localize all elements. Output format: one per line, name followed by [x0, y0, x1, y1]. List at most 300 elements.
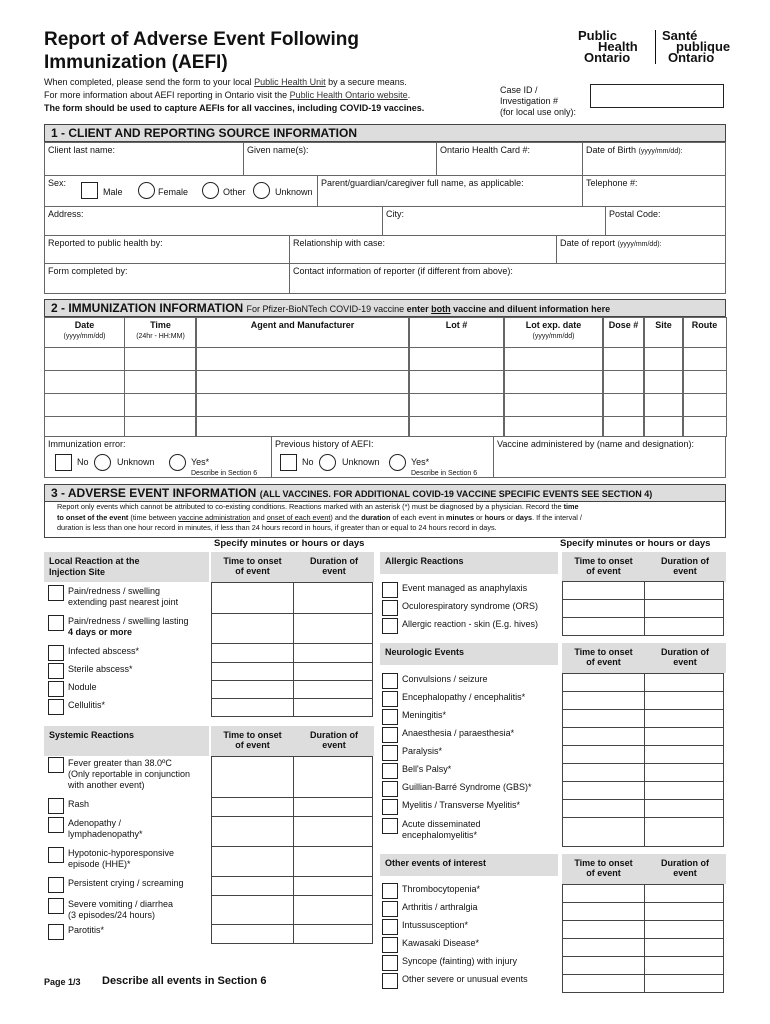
- adverse-right-column: [380, 552, 726, 992]
- administered-by-label: Vaccine administered by (name and designation):: [497, 439, 694, 449]
- sex-female-radio[interactable]: [138, 182, 155, 199]
- imm-cell[interactable]: [195, 347, 410, 371]
- imm-col-header: [195, 317, 410, 348]
- title-line-2: Immunization (AEFI): [44, 52, 228, 73]
- event-checkbox[interactable]: [382, 883, 398, 899]
- other-time-duration[interactable]: [644, 956, 724, 975]
- immunization-table: [44, 317, 726, 437]
- telephone-field[interactable]: [582, 175, 726, 207]
- imm-col-lot_exp: Lot exp. date: [525, 320, 582, 330]
- imm-error-no-label: No: [77, 457, 89, 467]
- logo-en-1: Public: [578, 28, 618, 43]
- public-health-unit-link[interactable]: Public Health Unit: [254, 77, 326, 87]
- footer-describe: Describe all events in Section 6: [102, 975, 267, 987]
- event-label: Bell's Palsy*: [402, 764, 452, 774]
- event-label-line: Adenopathy /: [68, 818, 122, 828]
- systemic-time-duration[interactable]: [293, 797, 373, 817]
- specify-left: Specify minutes or hours or days: [214, 538, 365, 549]
- client-last-name-field[interactable]: [44, 142, 244, 176]
- event-checkbox[interactable]: [48, 681, 64, 697]
- other-onset-header: [562, 854, 645, 884]
- systemic-time-onset[interactable]: [211, 846, 294, 877]
- address-field[interactable]: [44, 206, 383, 236]
- imm-cell[interactable]: [44, 370, 125, 394]
- neuro-time-duration[interactable]: [644, 817, 724, 847]
- imm-cell[interactable]: [408, 370, 505, 394]
- section-1-title: 1 - CLIENT AND REPORTING SOURCE INFORMATION: [51, 126, 357, 140]
- neuro-time-duration[interactable]: [644, 727, 724, 746]
- intro-text: [44, 76, 484, 115]
- event-checkbox[interactable]: [48, 615, 64, 631]
- imm-cell[interactable]: [124, 416, 197, 437]
- event-label: [68, 899, 173, 921]
- relationship-field[interactable]: [289, 235, 557, 264]
- event-checkbox[interactable]: [382, 919, 398, 935]
- dob-label: Date of Birth: [586, 145, 637, 155]
- systemic-time-duration[interactable]: [293, 756, 373, 798]
- other-time-onset[interactable]: [562, 920, 645, 939]
- postal-code-field[interactable]: [605, 206, 726, 236]
- other-time-onset[interactable]: [562, 902, 645, 921]
- event-label: Intussusception*: [402, 920, 469, 930]
- intro-line-1: When completed, please send the form to your local: [44, 77, 255, 87]
- neuro-onset-header-l2: of event: [586, 657, 621, 667]
- allergic-time-duration[interactable]: [644, 581, 724, 600]
- systemic-time-onset[interactable]: [211, 797, 294, 817]
- imm-error-unknown-radio[interactable]: [94, 454, 111, 471]
- imm-cell[interactable]: [124, 370, 197, 394]
- imm-cell[interactable]: [682, 370, 727, 394]
- neuro-time-duration[interactable]: [644, 709, 724, 728]
- event-label-line: Severe vomiting / diarrhea: [68, 899, 174, 909]
- event-label: [68, 878, 184, 889]
- event-checkbox[interactable]: [382, 673, 398, 689]
- local-time-onset[interactable]: [211, 662, 294, 681]
- local-duration-header-l2: event: [322, 566, 346, 576]
- event-label-line: Cellulitis*: [68, 700, 106, 710]
- event-checkbox[interactable]: [382, 781, 398, 797]
- imm-cell[interactable]: [408, 347, 505, 371]
- male-label: Male: [103, 187, 123, 197]
- event-label-line: Sterile abscess*: [68, 664, 133, 674]
- systemic-time-duration[interactable]: [293, 816, 373, 847]
- event-checkbox[interactable]: [48, 847, 64, 863]
- event-checkbox[interactable]: [382, 937, 398, 953]
- contact-info-label: Contact information of reporter (if different from above):: [293, 266, 513, 276]
- neuro-time-onset[interactable]: [562, 709, 645, 728]
- imm-col-date: Date: [74, 320, 95, 330]
- health-card-label: Ontario Health Card #:: [440, 145, 531, 155]
- reported-by-label: Reported to public health by:: [48, 238, 163, 248]
- systemic-duration-header-l2: event: [322, 740, 346, 750]
- local-reaction-header: [44, 552, 209, 582]
- event-label-line: extending past nearest joint: [68, 597, 179, 607]
- neuro-time-onset[interactable]: [562, 745, 645, 764]
- event-label: [68, 799, 89, 810]
- imm-error-yes-radio[interactable]: [169, 454, 186, 471]
- event-label-line: Nodule: [68, 682, 97, 692]
- instr-days: days: [515, 512, 533, 522]
- event-checkbox[interactable]: [382, 582, 398, 598]
- event-label-line: Parotitis*: [68, 925, 105, 935]
- event-label: Acute disseminated encephalomyelitis*: [402, 819, 481, 840]
- event-checkbox[interactable]: [48, 585, 64, 601]
- section-3-title: 3 - ADVERSE EVENT INFORMATION: [51, 486, 257, 500]
- imm-error-describe-note: Describe in Section 6: [191, 470, 258, 477]
- systemic-time-onset[interactable]: [211, 876, 294, 896]
- event-checkbox[interactable]: [382, 745, 398, 761]
- systemic-time-duration[interactable]: [293, 876, 373, 896]
- intro-line-1-end: by a secure means.: [325, 77, 407, 87]
- dob-field[interactable]: [582, 142, 726, 176]
- event-label-line: Rash: [68, 799, 90, 809]
- section-2-note-end: vaccine and diluent information here: [450, 304, 611, 314]
- case-id-l2: Investigation #: [500, 96, 559, 106]
- event-label: Paralysis*: [402, 746, 443, 756]
- date-of-report-field[interactable]: [556, 235, 726, 264]
- imm-error-no-checkbox[interactable]: [55, 454, 72, 471]
- event-checkbox[interactable]: [48, 798, 64, 814]
- other-events-header-text: Other events of interest: [385, 858, 487, 868]
- section-2-title: 2 - IMMUNIZATION INFORMATION: [51, 301, 244, 315]
- event-checkbox[interactable]: [382, 818, 398, 834]
- event-label: Arthritis / arthralgia: [402, 902, 478, 912]
- local-time-duration[interactable]: [293, 613, 373, 644]
- imm-cell[interactable]: [643, 393, 684, 417]
- allergic-time-onset[interactable]: [562, 581, 645, 600]
- local-onset-header-l1: Time to onset: [223, 556, 282, 566]
- local-time-onset[interactable]: [211, 698, 294, 717]
- other-time-onset[interactable]: [562, 956, 645, 975]
- local-time-duration[interactable]: [293, 698, 373, 717]
- imm-cell[interactable]: [682, 416, 727, 437]
- sex-field: [44, 175, 318, 207]
- event-checkbox[interactable]: [48, 898, 64, 914]
- imm-cell[interactable]: [44, 347, 125, 371]
- previous-history-field: [271, 436, 494, 478]
- event-label: [68, 682, 97, 693]
- systemic-time-duration[interactable]: [293, 895, 373, 925]
- allergic-time-onset[interactable]: [562, 617, 645, 636]
- imm-cell[interactable]: [682, 347, 727, 371]
- neuro-time-onset[interactable]: [562, 673, 645, 692]
- event-label: Syncope (fainting) with injury: [402, 956, 518, 966]
- event-label: [68, 818, 143, 840]
- intro-line-2-end: .: [407, 90, 411, 100]
- sex-other-radio[interactable]: [202, 182, 219, 199]
- imm-cell[interactable]: [503, 347, 604, 371]
- unknown-label: Unknown: [275, 187, 313, 197]
- event-checkbox[interactable]: [48, 757, 64, 773]
- systemic-duration-header-l1: Duration of: [310, 730, 358, 740]
- local-time-onset[interactable]: [211, 613, 294, 644]
- event-checkbox[interactable]: [48, 924, 64, 940]
- imm-cell[interactable]: [643, 347, 684, 371]
- imm-cell[interactable]: [643, 370, 684, 394]
- reported-by-field[interactable]: [44, 235, 290, 264]
- imm-cell[interactable]: [602, 393, 645, 417]
- allergic-onset-header: [562, 552, 645, 582]
- neuro-duration-header: [644, 643, 726, 673]
- imm-error-yes-label: Yes*: [191, 457, 210, 467]
- event-checkbox[interactable]: [382, 691, 398, 707]
- pho-logo-fr: [662, 30, 730, 63]
- parent-name-field[interactable]: [317, 175, 583, 207]
- neuro-time-onset[interactable]: [562, 691, 645, 710]
- other-time-duration[interactable]: [644, 974, 724, 993]
- event-label: Meningitis*: [402, 710, 447, 720]
- imm-col-site: Site: [655, 320, 672, 330]
- imm-cell[interactable]: [602, 370, 645, 394]
- instr-onset: to onset of the event: [57, 512, 129, 522]
- administered-by-field[interactable]: [493, 436, 726, 478]
- systemic-reactions-header-text: Systemic Reactions: [49, 730, 135, 740]
- imm-cell[interactable]: [602, 416, 645, 437]
- imm-cell[interactable]: [195, 393, 410, 417]
- neuro-onset-header-l1: Time to onset: [574, 647, 633, 657]
- case-id-l3: (for local use only):: [500, 107, 577, 117]
- event-checkbox[interactable]: [382, 600, 398, 616]
- event-label-line: with another event): [68, 780, 145, 790]
- systemic-onset-header-l1: Time to onset: [223, 730, 282, 740]
- event-checkbox[interactable]: [48, 645, 64, 661]
- systemic-time-onset[interactable]: [211, 816, 294, 847]
- event-checkbox[interactable]: [48, 877, 64, 893]
- section-2-footer: [44, 436, 726, 478]
- instr-2g: . If the interval /: [532, 512, 582, 522]
- instr-2b: and: [252, 512, 265, 522]
- neuro-time-duration[interactable]: [644, 745, 724, 764]
- adverse-left-column: [44, 552, 374, 952]
- event-label: [68, 664, 133, 675]
- systemic-time-onset[interactable]: [211, 924, 294, 944]
- logo-divider: [655, 30, 656, 64]
- case-id-label: [500, 85, 576, 118]
- instr-2d: of each event in: [392, 512, 445, 522]
- allergic-onset-header-l2: of event: [586, 566, 621, 576]
- sex-male-checkbox[interactable]: [81, 182, 98, 199]
- systemic-time-onset[interactable]: [211, 895, 294, 925]
- instr-line-3: duration is less than one hour record in minutes, if less than 24 hours record in hours, if greater than or equal to 24 hours record in days.: [57, 523, 497, 532]
- event-label: Encephalopathy / encephalitis*: [402, 692, 526, 702]
- imm-col-dose: Dose #: [608, 320, 639, 330]
- imm-col-agent: Agent and Manufacturer: [250, 320, 355, 330]
- other-time-duration[interactable]: [644, 902, 724, 921]
- section-2-note-bold: enter: [406, 304, 432, 314]
- systemic-duration-header: [294, 726, 374, 756]
- neuro-time-onset[interactable]: [562, 817, 645, 847]
- prev-history-unknown-label: Unknown: [342, 457, 380, 467]
- instr-line-1: Report only events which cannot be attributed to co-existing conditions. Reactions marked with an asterisk (*) must be diagnosed by a physician. Record the: [57, 502, 562, 511]
- neuro-time-onset[interactable]: [562, 781, 645, 800]
- logo-fr-1: Santé: [662, 28, 698, 43]
- event-checkbox[interactable]: [382, 727, 398, 743]
- event-label-line: 4 days or more: [68, 627, 133, 637]
- health-card-field[interactable]: [436, 142, 583, 176]
- form-completed-by-label: Form completed by:: [48, 266, 128, 276]
- prev-history-no-label: No: [302, 457, 314, 467]
- local-time-onset[interactable]: [211, 643, 294, 663]
- local-time-onset[interactable]: [211, 582, 294, 614]
- imm-cell[interactable]: [408, 416, 505, 437]
- given-names-label: Given name(s):: [247, 145, 309, 155]
- imm-col-header: [408, 317, 505, 348]
- local-time-duration[interactable]: [293, 662, 373, 681]
- instr-2e: or: [476, 512, 483, 522]
- imm-cell[interactable]: [44, 393, 125, 417]
- event-checkbox[interactable]: [382, 709, 398, 725]
- allergic-time-duration[interactable]: [644, 617, 724, 636]
- given-names-field[interactable]: [243, 142, 437, 176]
- prev-history-yes-radio[interactable]: [389, 454, 406, 471]
- local-time-duration[interactable]: [293, 582, 373, 614]
- section-2-header: [44, 299, 726, 317]
- neuro-time-duration[interactable]: [644, 799, 724, 818]
- imm-cell[interactable]: [682, 393, 727, 417]
- specify-right: Specify minutes or hours or days: [560, 538, 711, 549]
- imm-cell[interactable]: [408, 393, 505, 417]
- neuro-time-duration[interactable]: [644, 691, 724, 710]
- local-time-duration[interactable]: [293, 680, 373, 699]
- imm-cell[interactable]: [195, 416, 410, 437]
- event-label: [68, 700, 105, 711]
- event-label: Event managed as anaphylaxis: [402, 583, 528, 593]
- pho-website-link[interactable]: Public Health Ontario website: [289, 90, 408, 100]
- event-label-line: episode (HHE)*: [68, 859, 131, 869]
- instr-2c: ) and the: [330, 512, 360, 522]
- other-duration-header: [644, 854, 726, 884]
- other-time-onset[interactable]: [562, 884, 645, 903]
- event-label: Thrombocytopenia*: [402, 884, 481, 894]
- other-onset-header-l1: Time to onset: [574, 858, 633, 868]
- systemic-reactions-header: [44, 726, 209, 756]
- allergic-onset-header-l1: Time to onset: [574, 556, 633, 566]
- event-checkbox[interactable]: [48, 663, 64, 679]
- date-of-report-label: Date of report: [560, 238, 616, 248]
- form-completed-by-field[interactable]: [44, 263, 290, 294]
- local-onset-header-l2: of event: [235, 566, 270, 576]
- section-1-grid: [44, 142, 726, 294]
- imm-col-route: Route: [691, 320, 718, 330]
- other-time-duration[interactable]: [644, 938, 724, 957]
- dob-format: (yyyy/mm/dd):: [638, 148, 683, 155]
- local-time-onset[interactable]: [211, 680, 294, 699]
- allergic-duration-header-l1: Duration of: [661, 556, 709, 566]
- allergic-reactions-header-text: Allergic Reactions: [385, 556, 464, 566]
- allergic-reactions-header: [380, 552, 558, 574]
- contact-info-field[interactable]: [289, 263, 726, 294]
- allergic-time-duration[interactable]: [644, 599, 724, 618]
- instr-duration: duration: [361, 512, 391, 522]
- event-label: Allergic reaction - skin (E.g. hives): [402, 619, 539, 629]
- neuro-time-duration[interactable]: [644, 763, 724, 782]
- event-label: Anaesthesia / paraesthesia*: [402, 728, 515, 738]
- event-label: [68, 925, 104, 936]
- neuro-time-duration[interactable]: [644, 673, 724, 692]
- neuro-time-duration[interactable]: [644, 781, 724, 800]
- neurologic-events-header: [380, 643, 558, 665]
- imm-col-date-format: (yyyy/mm/dd): [63, 333, 106, 340]
- event-label-line: (Only reportable in conjunction: [68, 769, 191, 779]
- intro-line-2: For more information about AEFI reporting in Ontario visit the: [44, 90, 290, 100]
- event-checkbox[interactable]: [382, 618, 398, 634]
- event-checkbox[interactable]: [382, 955, 398, 971]
- telephone-label: Telephone #:: [586, 178, 638, 188]
- event-checkbox[interactable]: [382, 799, 398, 815]
- event-checkbox[interactable]: [382, 973, 398, 989]
- instr-time: time: [563, 502, 579, 511]
- neuro-duration-header-l2: event: [673, 657, 697, 667]
- systemic-time-duration[interactable]: [293, 846, 373, 877]
- neuro-time-onset[interactable]: [562, 799, 645, 818]
- other-time-onset[interactable]: [562, 938, 645, 957]
- imm-cell[interactable]: [503, 393, 604, 417]
- prev-history-yes-label: Yes*: [411, 457, 430, 467]
- imm-cell[interactable]: [195, 370, 410, 394]
- systemic-time-duration[interactable]: [293, 924, 373, 944]
- neurologic-events-header-text: Neurologic Events: [385, 647, 465, 657]
- event-label: [68, 758, 190, 791]
- neuro-duration-header-l1: Duration of: [661, 647, 709, 657]
- event-label-line: Infected abscess*: [68, 646, 140, 656]
- imm-cell[interactable]: [124, 347, 197, 371]
- neuro-onset-header: [562, 643, 645, 673]
- imm-cell[interactable]: [643, 416, 684, 437]
- page-number: Page 1/3: [44, 977, 81, 987]
- imm-cell[interactable]: [503, 416, 604, 437]
- imm-col-header: [124, 317, 197, 348]
- other-duration-header-l1: Duration of: [661, 858, 709, 868]
- previous-history-label: Previous history of AEFI:: [275, 439, 374, 449]
- event-label: Kawasaki Disease*: [402, 938, 480, 948]
- sex-unknown-radio[interactable]: [253, 182, 270, 199]
- systemic-time-onset[interactable]: [211, 756, 294, 798]
- other-time-onset[interactable]: [562, 974, 645, 993]
- section-1-header: [44, 124, 726, 142]
- other-time-duration[interactable]: [644, 884, 724, 903]
- allergic-duration-header-l2: event: [673, 566, 697, 576]
- event-label: [68, 586, 178, 608]
- other-events-header: [380, 854, 558, 876]
- other-time-duration[interactable]: [644, 920, 724, 939]
- imm-cell[interactable]: [124, 393, 197, 417]
- case-id-l1: Case ID /: [500, 85, 538, 95]
- imm-cell[interactable]: [44, 416, 125, 437]
- event-label-line: Pain/redness / swelling: [68, 586, 161, 596]
- event-checkbox[interactable]: [48, 817, 64, 833]
- instr-hours: hours: [484, 512, 505, 522]
- allergic-time-onset[interactable]: [562, 599, 645, 618]
- imm-cell[interactable]: [602, 347, 645, 371]
- prev-history-unknown-radio[interactable]: [319, 454, 336, 471]
- local-time-duration[interactable]: [293, 643, 373, 663]
- event-checkbox[interactable]: [48, 699, 64, 715]
- neuro-time-onset[interactable]: [562, 727, 645, 746]
- event-checkbox[interactable]: [382, 763, 398, 779]
- systemic-onset-header: [211, 726, 294, 756]
- case-id-field[interactable]: [590, 84, 724, 108]
- neuro-time-onset[interactable]: [562, 763, 645, 782]
- systemic-onset-header-l2: of event: [235, 740, 270, 750]
- instr-2f: or: [506, 512, 514, 522]
- city-field[interactable]: [382, 206, 606, 236]
- event-label-line: (3 episodes/24 hours): [68, 910, 156, 920]
- event-label-line: Hypotonic-hyporesponsive: [68, 848, 175, 858]
- imm-cell[interactable]: [503, 370, 604, 394]
- prev-history-no-checkbox[interactable]: [280, 454, 297, 471]
- section-3-title-note: (ALL VACCINES. FOR ADDITIONAL COVID-19 VACCINE SPECIFIC EVENTS SEE SECTION 4): [259, 489, 653, 499]
- event-checkbox[interactable]: [382, 901, 398, 917]
